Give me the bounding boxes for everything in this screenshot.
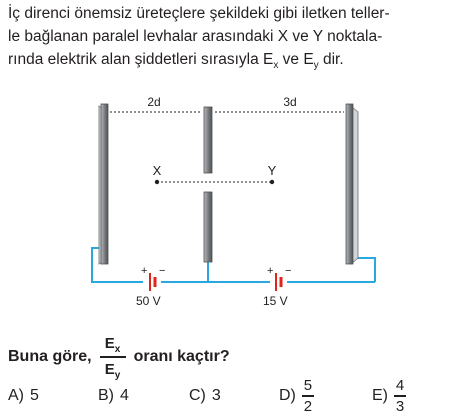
choice-b[interactable] <box>98 376 129 416</box>
center-wire <box>208 262 270 282</box>
right-wire <box>357 258 375 282</box>
choice-e-fraction <box>394 377 406 414</box>
fraction-bar <box>100 356 126 358</box>
question-line-3-prefix: rında elektrik alan şiddetleri sırasıyla E <box>8 51 274 68</box>
right-battery <box>276 273 281 291</box>
choice-e[interactable] <box>372 376 406 416</box>
choice-d-numerator: 5 <box>303 377 313 395</box>
choice-b-letter: B) <box>98 387 114 404</box>
distance-label-left: 2d <box>147 95 161 109</box>
left-battery-minus: − <box>159 265 166 277</box>
choice-e-letter: E) <box>372 387 388 404</box>
choice-d-fraction <box>302 377 314 414</box>
choice-e-numerator: 4 <box>395 377 405 395</box>
choice-b-value: 4 <box>120 387 129 404</box>
wires <box>92 248 375 282</box>
ratio-denominator-sub: y <box>114 369 121 381</box>
subscript-x: x <box>273 60 279 72</box>
point-x-label: X <box>152 163 162 178</box>
choice-a-letter: A) <box>8 387 24 404</box>
choice-a[interactable] <box>8 376 39 416</box>
question-line-3-mid: ve E <box>278 51 314 68</box>
right-battery-plus: + <box>267 265 274 277</box>
middle-plate-bottom <box>204 192 212 262</box>
choice-c[interactable] <box>189 376 221 416</box>
point-x-dot <box>155 180 159 184</box>
right-battery-minus: − <box>285 265 292 277</box>
ratio-denominator-letter: E <box>104 360 115 378</box>
ratio-numerator <box>104 335 121 356</box>
right-battery-label: 15 V <box>263 294 288 308</box>
choice-e-bar <box>394 395 406 396</box>
right-plate <box>346 104 358 264</box>
choice-d[interactable] <box>279 376 314 416</box>
ratio-numerator-sub: x <box>114 344 121 356</box>
ratio-numerator-letter: E <box>104 335 115 353</box>
choice-d-letter: D) <box>279 387 296 404</box>
question-line-2: le bağlanan paralel levhalar arasındaki X ve Y noktala- <box>8 28 383 45</box>
ask-prefix: Buna göre, <box>8 348 92 365</box>
subscript-y: y <box>313 60 319 72</box>
left-battery <box>150 273 155 291</box>
choice-d-denominator: 2 <box>303 397 313 415</box>
question-line-3-suffix: dir. <box>318 51 344 68</box>
choice-e-denominator: 3 <box>395 397 405 415</box>
left-battery-plus: + <box>141 265 148 277</box>
ask-suffix: oranı kaçtır? <box>133 348 230 365</box>
question-line-1: İç direnci önemsiz üreteçlere şekildeki gibi iletken teller- <box>8 5 390 22</box>
middle-plate-top <box>204 107 212 173</box>
distance-label-right: 3d <box>283 95 297 109</box>
choice-c-letter: C) <box>189 387 206 404</box>
left-plate <box>99 104 108 264</box>
ratio-fraction <box>100 335 126 379</box>
choice-d-bar <box>302 395 314 396</box>
choice-c-value: 3 <box>211 387 221 404</box>
point-y-label: Y <box>267 163 277 178</box>
choice-a-value: 5 <box>30 387 39 404</box>
point-y-dot <box>270 180 274 184</box>
left-battery-label: 50 V <box>136 294 161 308</box>
